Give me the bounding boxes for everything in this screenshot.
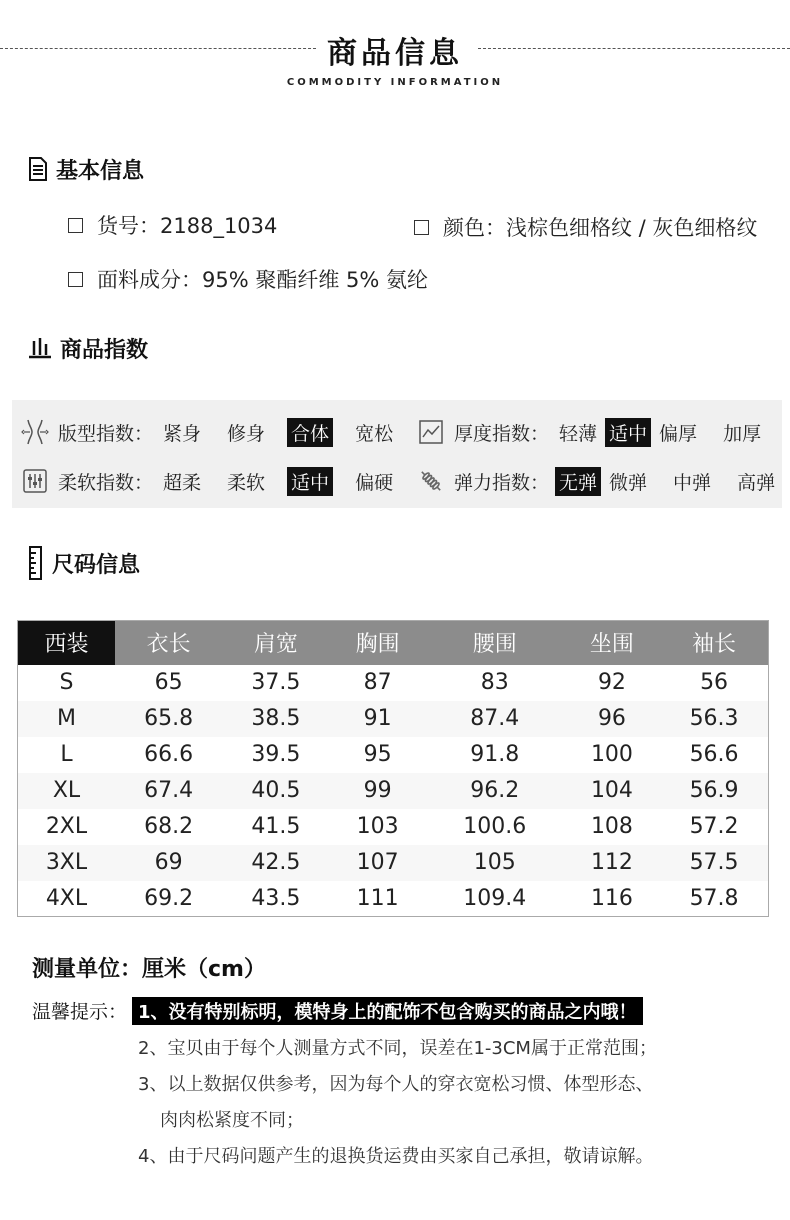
item-number: 货号：2188_1034 (97, 214, 278, 238)
fit-option-loose: 宽松 (355, 422, 394, 445)
table-cell: 40.5 (222, 773, 329, 809)
table-cell: 56.9 (660, 773, 768, 809)
checkbox-icon (68, 218, 83, 233)
table-cell: 38.5 (222, 701, 329, 737)
elasticity-option-none-selected: 无弹 (555, 467, 601, 496)
column-header: 袖长 (660, 621, 768, 665)
table-cell: 57.5 (660, 845, 768, 881)
column-header: 坐围 (564, 621, 660, 665)
table-cell: 112 (564, 845, 660, 881)
table-cell: 69.2 (144, 885, 194, 911)
table-cell: 65.8 (115, 701, 222, 737)
table-cell: 116 (590, 885, 633, 911)
size-info-heading (28, 546, 140, 580)
softness-option-medium-selected: 适中 (287, 467, 333, 496)
table-cell: 99 (329, 773, 425, 809)
table-cell: 57.2 (689, 814, 739, 839)
page-header (0, 0, 790, 100)
table-cell: 69 (115, 845, 222, 881)
table-row (18, 737, 769, 773)
table-row (18, 809, 769, 845)
table-cell: 95 (363, 742, 392, 767)
column-header: 西装 (18, 621, 115, 665)
table-row (18, 881, 769, 917)
spring-icon (416, 466, 446, 496)
table-cell: 41.5 (251, 814, 301, 839)
fit-option-slim: 修身 (227, 422, 266, 445)
table-cell: 66.6 (144, 742, 194, 767)
table-cell: 107 (329, 845, 425, 881)
thickness-option-medium-selected: 适中 (605, 418, 651, 447)
size-table-header (18, 621, 769, 665)
table-row (18, 845, 769, 881)
column-header: 胸围 (329, 621, 425, 665)
table-cell: 4XL (45, 885, 88, 911)
thickness-index-label: 厚度指数： (454, 422, 550, 445)
table-cell: L (60, 742, 73, 767)
body-shape-icon (20, 417, 50, 447)
table-cell: 56 (700, 670, 729, 695)
elasticity-option-slight: 微弹 (609, 471, 648, 494)
table-cell: 100 (590, 742, 633, 767)
fit-option-regular-selected: 合体 (287, 418, 333, 447)
slider-controls-icon (20, 466, 50, 496)
table-cell: 96.2 (426, 773, 564, 809)
table-cell: 91 (329, 701, 425, 737)
softness-option-super-soft: 超柔 (163, 471, 202, 494)
page-subtitle: COMMODITY INFORMATION (286, 77, 504, 88)
table-cell: M (18, 701, 115, 737)
product-index-title: 商品指数 (60, 337, 149, 363)
table-cell: 2XL (45, 814, 88, 839)
column-header: 肩宽 (222, 621, 329, 665)
measurement-unit: 测量单位：厘米（cm） (32, 957, 266, 982)
fit-index-row (20, 417, 415, 447)
thickness-option-thick: 偏厚 (659, 422, 698, 445)
table-cell: 37.5 (251, 670, 301, 695)
color-value: 颜色：浅棕色细格纹 / 灰色细格纹 (443, 216, 758, 240)
table-row (18, 773, 769, 809)
table-cell: 108 (590, 814, 633, 839)
table-cell: 67.4 (115, 773, 222, 809)
table-cell: 87 (363, 670, 392, 695)
table-cell: 57.8 (689, 885, 739, 911)
elasticity-index-row (416, 466, 779, 496)
color-row (414, 212, 757, 242)
tips-label: 温馨提示： (32, 1001, 128, 1023)
softness-index-row (20, 466, 415, 496)
table-cell: 104 (564, 773, 660, 809)
thickness-option-thin: 轻薄 (559, 422, 598, 445)
softness-option-soft: 柔软 (227, 471, 266, 494)
table-cell: 105 (426, 845, 564, 881)
tip-item: 3、以上数据仅供参考，因为每个人的穿衣宽松习惯、体型形态、 (138, 1074, 654, 1095)
tip-item: 2、宝贝由于每个人测量方式不同，误差在1-3CM属于正常范围； (138, 1038, 657, 1059)
basic-info-title: 基本信息 (56, 158, 145, 184)
basic-info-heading (28, 152, 144, 186)
thickness-index-row (416, 417, 765, 447)
tip-item: 4、由于尺码问题产生的退换货运费由买家自己承担，敬请谅解。 (138, 1146, 654, 1167)
tip-item: 肉肉松紧度不同； (160, 1110, 304, 1131)
table-cell: XL (18, 773, 115, 809)
ruler-icon (28, 546, 44, 580)
elasticity-index-label: 弹力指数： (454, 471, 550, 494)
checkbox-icon (68, 272, 83, 287)
item-number-row (68, 210, 277, 240)
thickness-chart-icon (416, 417, 446, 447)
table-cell: 109.4 (463, 885, 527, 911)
table-cell: 43.5 (251, 885, 301, 911)
page-title: 商品信息 (327, 36, 463, 71)
table-cell: S (59, 670, 74, 695)
softness-option-stiff: 偏硬 (355, 471, 394, 494)
table-cell: 3XL (18, 845, 115, 881)
column-header: 衣长 (115, 621, 222, 665)
table-cell: 111 (356, 885, 399, 911)
elasticity-option-medium: 中弹 (673, 471, 712, 494)
table-cell: 92 (597, 670, 626, 695)
table-cell: 65 (154, 670, 183, 695)
fit-index-label: 版型指数： (58, 422, 154, 445)
table-cell: 103 (356, 814, 399, 839)
table-cell: 39.5 (251, 742, 301, 767)
table-cell: 42.5 (222, 845, 329, 881)
fabric-row (68, 264, 428, 294)
thickness-option-extra-thick: 加厚 (723, 422, 762, 445)
table-cell: 91.8 (470, 742, 520, 767)
product-index-heading (28, 331, 148, 365)
elasticity-option-high: 高弹 (737, 471, 776, 494)
table-row (18, 665, 769, 701)
table-row (18, 701, 769, 737)
fabric-value: 面料成分：95% 聚酯纤维 5% 氨纶 (97, 268, 429, 292)
tip-highlight: 1、没有特别标明，模特身上的配饰不包含购买的商品之内哦！ (132, 997, 643, 1025)
table-cell: 100.6 (463, 814, 527, 839)
size-table (17, 620, 769, 917)
table-cell: 56.3 (660, 701, 768, 737)
bar-chart-icon (28, 337, 52, 359)
table-cell: 68.2 (144, 814, 194, 839)
table-cell: 87.4 (426, 701, 564, 737)
fit-option-tight: 紧身 (163, 422, 202, 445)
index-panel (12, 400, 782, 508)
table-cell: 83 (480, 670, 509, 695)
table-cell: 96 (564, 701, 660, 737)
checkbox-icon (414, 220, 429, 235)
column-header: 腰围 (426, 621, 564, 665)
size-info-title: 尺码信息 (52, 552, 141, 578)
softness-index-label: 柔软指数： (58, 471, 154, 494)
table-cell: 56.6 (689, 742, 739, 767)
document-icon (28, 157, 48, 181)
